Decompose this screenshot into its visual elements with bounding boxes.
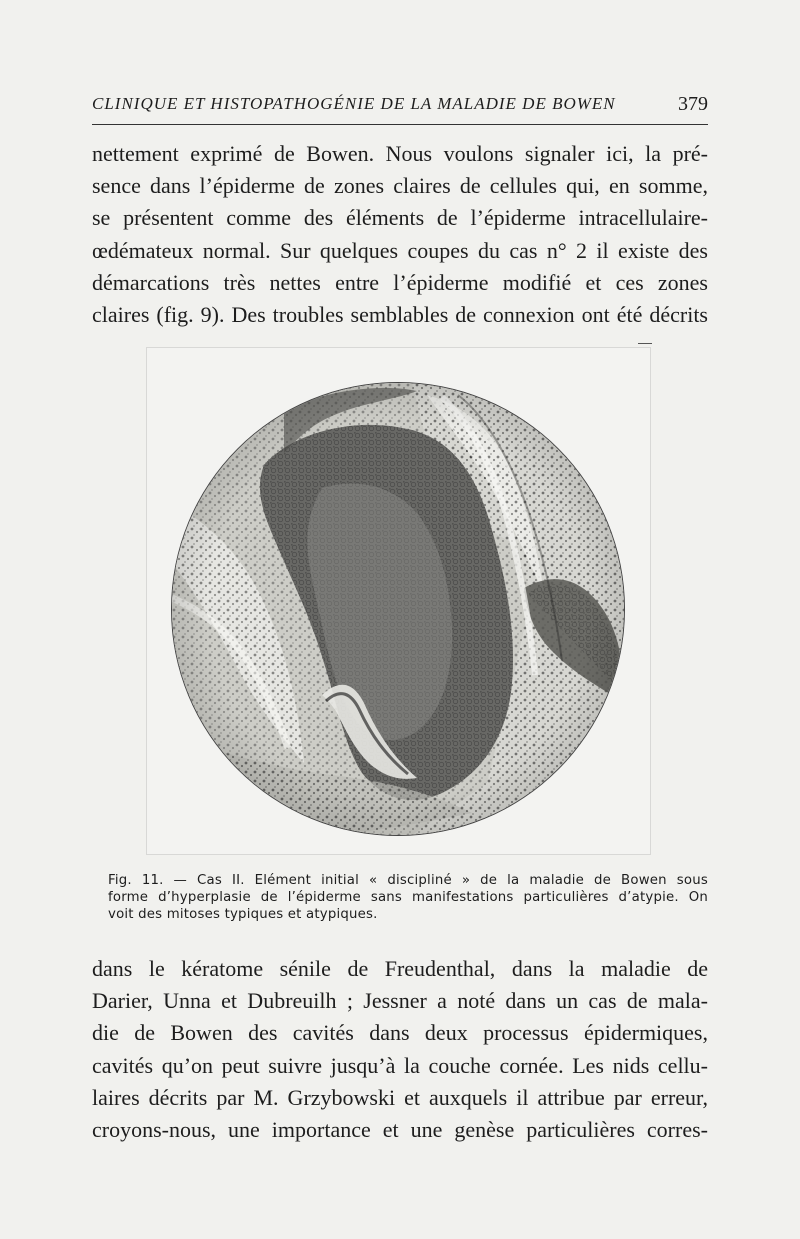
- text-line: démarcations très nettes entre l’épiderme modifié et ces zones: [92, 269, 708, 295]
- text-line: dans le kératome sénile de Freudenthal, dans la maladie de: [92, 956, 708, 981]
- figure-caption: [108, 872, 708, 923]
- text-line: Darier, Unna et Dubreuilh ; Jessner a noté dans un cas de mala-: [92, 988, 708, 1014]
- text-line: se présentent comme des éléments de l’épiderme intracellulaire-: [92, 205, 708, 231]
- text-line: croyons-nous, une importance et une genèse particulières corres-: [92, 1117, 708, 1143]
- plate-corner-mark: [638, 343, 652, 344]
- caption-line: voit des mitoses typiques et atypiques.: [108, 907, 378, 922]
- page-header: [92, 94, 708, 125]
- text-line: cavités qu’on peut suivre jusqu’à la couche cornée. Les nids cellu-: [92, 1052, 708, 1078]
- micrograph-svg: [172, 383, 624, 835]
- text-line: die de Bowen des cavités dans deux processus épidermiques,: [92, 1020, 708, 1046]
- paragraph-before-figure: [92, 138, 708, 331]
- caption-line: Fig. 11. — Cas II. Elément initial « discipliné » de la maladie de Bowen sous: [108, 873, 708, 888]
- text-line: claires (fig. 9). Des troubles semblables de connexion ont été décrits: [92, 302, 708, 328]
- page-number: 379: [678, 93, 708, 115]
- caption-line: forme d’hyperplasie de l’épiderme sans manifestations particulières d’atypie. On: [108, 890, 708, 905]
- text-line: laires décrits par M. Grzybowski et auxquels il attribue par erreur,: [92, 1084, 708, 1110]
- figure-plate: [146, 347, 651, 855]
- text-line: œdémateux normal. Sur quelques coupes du cas n° 2 il existe des: [92, 237, 708, 263]
- text-line: nettement exprimé de Bowen. Nous voulons signaler ici, la pré-: [92, 141, 708, 166]
- running-title: CLINIQUE ET HISTOPATHOGÉNIE DE LA MALADIE DE BOWEN: [92, 94, 616, 113]
- text-line: sence dans l’épiderme de zones claires de cellules qui, en somme,: [92, 173, 708, 199]
- micrograph-image: [172, 383, 624, 835]
- paragraph-after-figure: [92, 953, 708, 1146]
